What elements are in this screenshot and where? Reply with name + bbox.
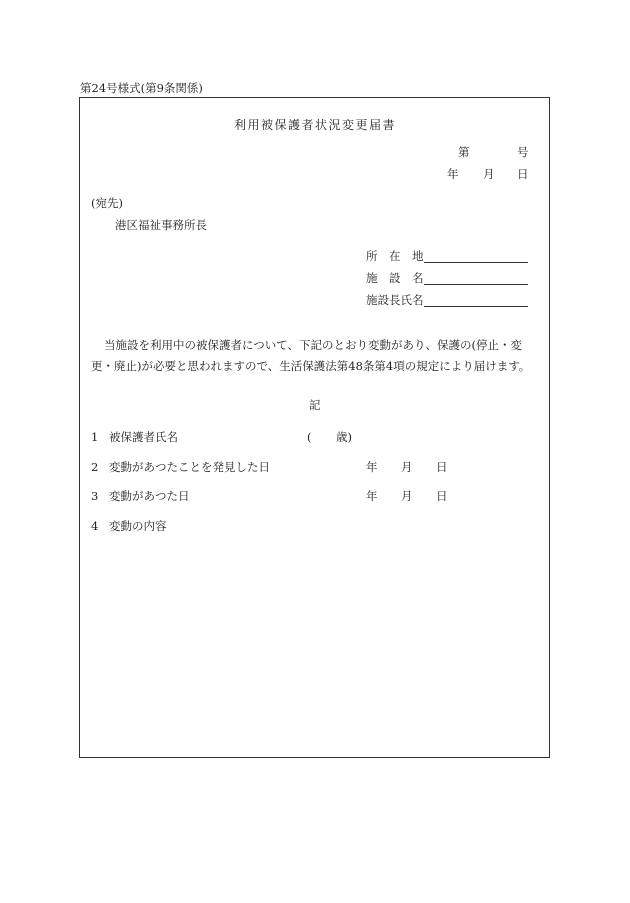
facility-director-row xyxy=(366,293,528,307)
item-4-label: 変動の内容 xyxy=(109,519,167,533)
ki-heading: 記 xyxy=(309,398,321,412)
item-2-year: 年 xyxy=(366,460,378,474)
body-text-line2: 更・廃止)が必要と思われますので、生活保護法第48条第4項の規定により届けます。 xyxy=(91,359,531,373)
item-2-label: 変動があつたことを発見した日 xyxy=(109,460,270,474)
item-2-number: 2 xyxy=(91,460,99,474)
body-text-line1: 当施設を利用中の被保護者について、下記のとおり変動があり、保護の(停止・変 xyxy=(104,338,523,352)
facility-address-blank[interactable] xyxy=(424,250,528,263)
addressee-name: 港区福祉事務所長 xyxy=(115,218,207,232)
item-3-month: 月 xyxy=(401,489,413,503)
doc-number-prefix: 第 xyxy=(458,145,470,159)
item-4-number: 4 xyxy=(91,519,99,533)
facility-name-label: 施 設 名 xyxy=(366,271,424,285)
document-title: 利用被保護者状況変更届書 xyxy=(233,118,396,132)
item-2-day: 日 xyxy=(436,460,448,474)
date-day-label: 日 xyxy=(517,167,529,181)
item-1-age-close: 歳) xyxy=(336,430,352,444)
date-year-label: 年 xyxy=(447,167,459,181)
facility-director-blank[interactable] xyxy=(424,294,528,307)
item-2-month: 月 xyxy=(401,460,413,474)
facility-director-label: 施設長氏名 xyxy=(366,293,424,307)
facility-address-label: 所 在 地 xyxy=(366,249,424,263)
item-3-label: 変動があつた日 xyxy=(109,489,190,503)
doc-number-suffix: 号 xyxy=(517,145,529,159)
date-month-label: 月 xyxy=(483,167,495,181)
addressee-label: (宛先) xyxy=(91,196,123,210)
item-3-number: 3 xyxy=(91,489,99,503)
facility-address-row xyxy=(366,249,528,263)
item-1-number: 1 xyxy=(91,430,99,444)
facility-name-blank[interactable] xyxy=(424,272,528,285)
form-label: 第24号様式(第9条関係) xyxy=(80,81,203,95)
form-frame xyxy=(79,97,550,758)
facility-name-row xyxy=(366,271,528,285)
item-3-year: 年 xyxy=(366,489,378,503)
item-1-label: 被保護者氏名 xyxy=(109,430,178,444)
item-3-day: 日 xyxy=(436,489,448,503)
item-1-age-open: ( xyxy=(307,430,312,444)
